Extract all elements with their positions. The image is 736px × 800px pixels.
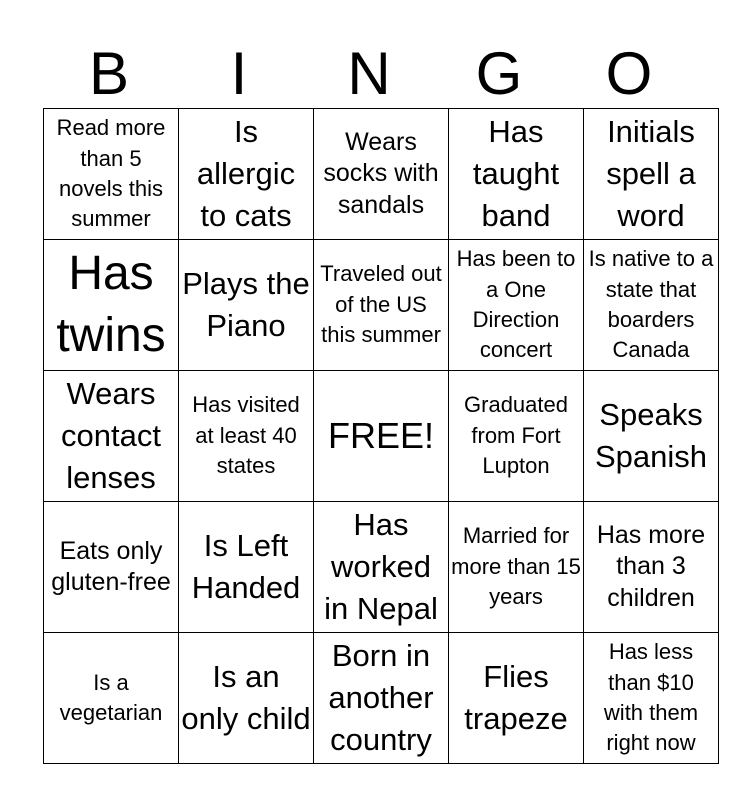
bingo-cell[interactable]: Has less than $10 with them right now [584, 633, 719, 764]
bingo-cell[interactable]: Born in another country [314, 633, 449, 764]
bingo-cell[interactable]: Is Left Handed [179, 502, 314, 633]
bingo-cell[interactable]: Wears socks with sandals [314, 109, 449, 240]
bingo-header [44, 40, 694, 108]
grid-row [44, 240, 719, 371]
bingo-cell[interactable]: Has visited at least 40 states [179, 371, 314, 502]
grid-row [44, 502, 719, 633]
bingo-cell[interactable]: Has taught band [449, 109, 584, 240]
free-space-cell[interactable]: FREE! [314, 371, 449, 502]
bingo-cell[interactable]: Has worked in Nepal [314, 502, 449, 633]
grid-row [44, 109, 719, 240]
bingo-cell[interactable]: Has been to a One Direction concert [449, 240, 584, 371]
header-letter-i: I [230, 40, 248, 107]
bingo-cell[interactable]: Has more than 3 children [584, 502, 719, 633]
bingo-cell[interactable]: Eats only gluten-free [44, 502, 179, 633]
bingo-cell[interactable]: Is an only child [179, 633, 314, 764]
header-letter-b: B [88, 40, 130, 107]
bingo-cell[interactable]: Initials spell a word [584, 109, 719, 240]
header-letter-o: O [605, 40, 653, 107]
bingo-cell[interactable]: Has twins [44, 240, 179, 371]
bingo-cell[interactable]: Read more than 5 novels this summer [44, 109, 179, 240]
bingo-cell[interactable]: Plays the Piano [179, 240, 314, 371]
bingo-cell[interactable]: Flies trapeze [449, 633, 584, 764]
bingo-grid [43, 108, 719, 764]
bingo-cell[interactable]: Is a vegetarian [44, 633, 179, 764]
bingo-cell[interactable]: Is allergic to cats [179, 109, 314, 240]
bingo-cell[interactable]: Wears contact lenses [44, 371, 179, 502]
bingo-cell[interactable]: Speaks Spanish [584, 371, 719, 502]
bingo-cell[interactable]: Is native to a state that boarders Canada [584, 240, 719, 371]
bingo-cell[interactable]: Graduated from Fort Lupton [449, 371, 584, 502]
header-letter-n: N [347, 40, 391, 107]
bingo-cell[interactable]: Married for more than 15 years [449, 502, 584, 633]
header-letter-g: G [475, 40, 523, 107]
bingo-cell[interactable]: Traveled out of the US this summer [314, 240, 449, 371]
grid-row [44, 371, 719, 502]
grid-row [44, 633, 719, 764]
